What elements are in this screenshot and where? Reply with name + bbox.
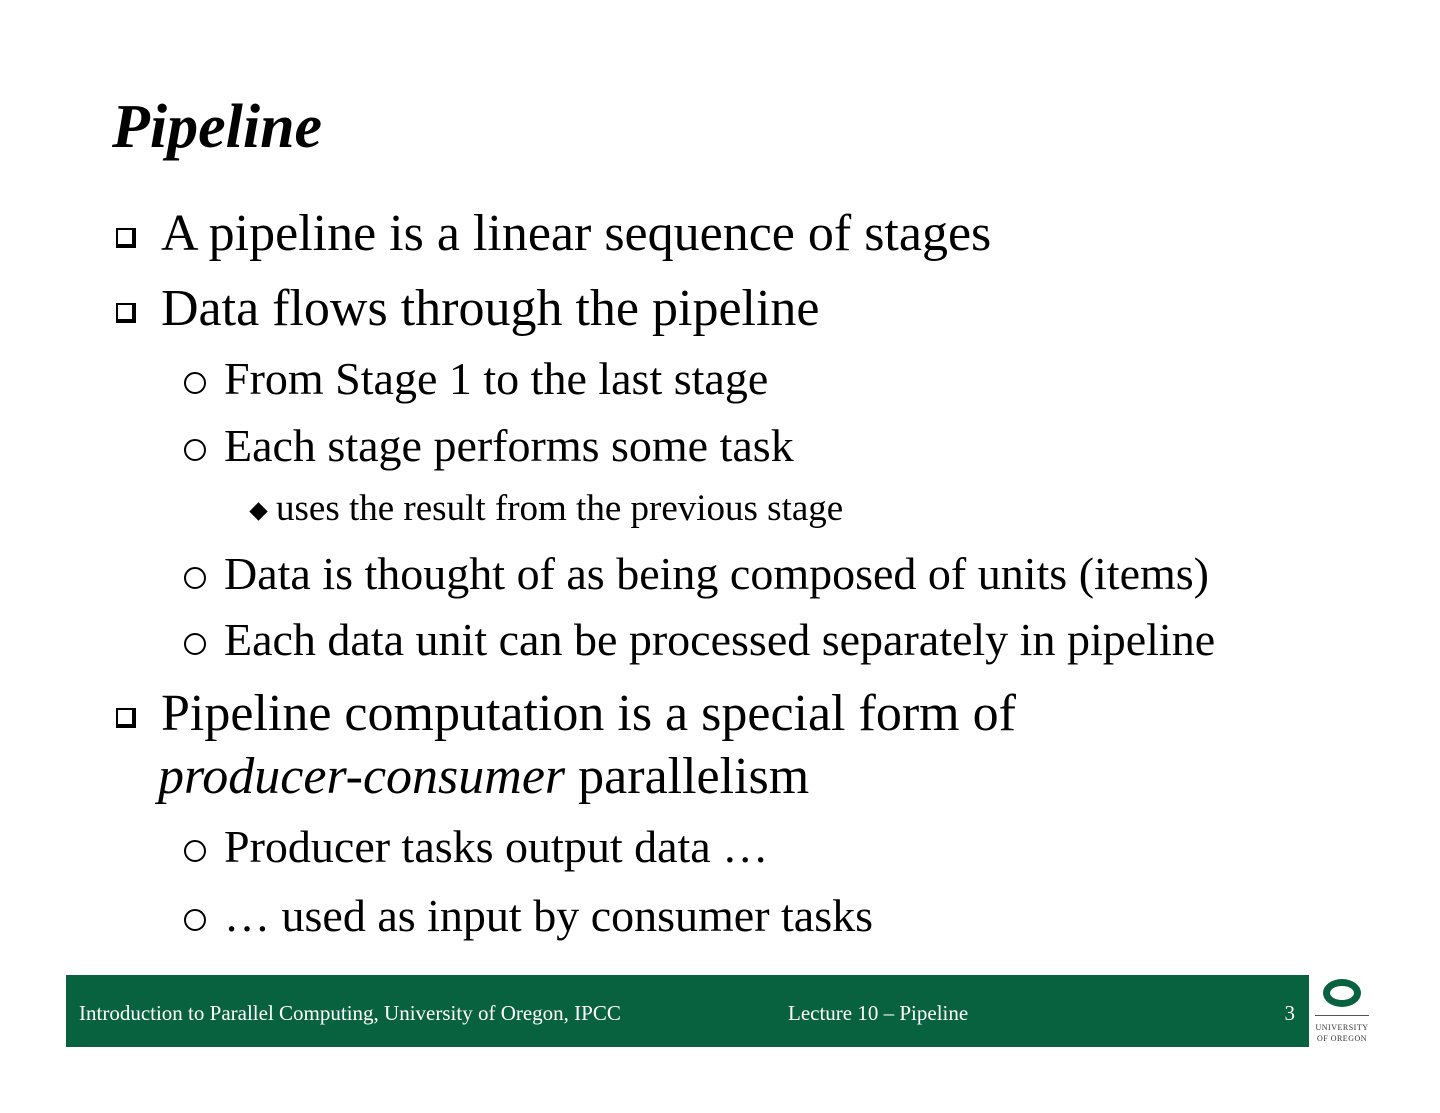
- diamond-bullet-icon: [249, 502, 267, 520]
- circle-bullet-icon: [184, 439, 206, 461]
- circle-bullet-icon: [184, 909, 206, 931]
- bullet-text: A pipeline is a linear sequence of stages: [161, 205, 992, 262]
- circle-bullet-icon: [184, 840, 206, 862]
- sub-bullet-text: … used as input by consumer tasks: [224, 890, 874, 941]
- page-number: 3: [1284, 1001, 1295, 1025]
- slide-title: Pipeline: [112, 93, 323, 161]
- circle-bullet-icon: [184, 372, 206, 394]
- logo-text-university: UNIVERSITY: [1315, 1023, 1369, 1032]
- bullet-text-continuation: [158, 748, 810, 805]
- logo-text-oregon: OF OREGON: [1316, 1034, 1368, 1043]
- square-bullet-icon: [116, 228, 136, 248]
- sub-bullet-text: Data is thought of as being composed of units (items): [224, 548, 1210, 599]
- footer-lecture: Lecture 10 – Pipeline: [788, 1001, 969, 1025]
- sub-sub-bullet-text: uses the result from the previous stage: [276, 488, 844, 529]
- bullet-text: Data flows through the pipeline: [161, 280, 820, 337]
- italic-term: producer-consumer: [158, 748, 566, 805]
- sub-bullet-text: Each stage performs some task: [224, 420, 794, 471]
- square-bullet-icon: [116, 708, 136, 728]
- oregon-o-icon: [1323, 979, 1361, 1007]
- sub-bullet-text: Each data unit can be processed separately in pipeline: [224, 614, 1216, 665]
- footer-course: Introduction to Parallel Computing, University of Oregon, IPCC: [79, 1001, 621, 1025]
- university-logo: [1312, 975, 1374, 1047]
- circle-bullet-icon: [184, 567, 206, 589]
- bullet-text-rest: parallelism: [565, 748, 810, 805]
- footer-bar: [66, 975, 1309, 1047]
- logo-divider: [1315, 1015, 1369, 1016]
- circle-bullet-icon: [184, 633, 206, 655]
- sub-bullet-text: Producer tasks output data …: [224, 821, 769, 872]
- sub-bullet-text: From Stage 1 to the last stage: [224, 353, 769, 404]
- bullet-text: Pipeline computation is a special form of: [161, 685, 1016, 742]
- square-bullet-icon: [116, 303, 136, 323]
